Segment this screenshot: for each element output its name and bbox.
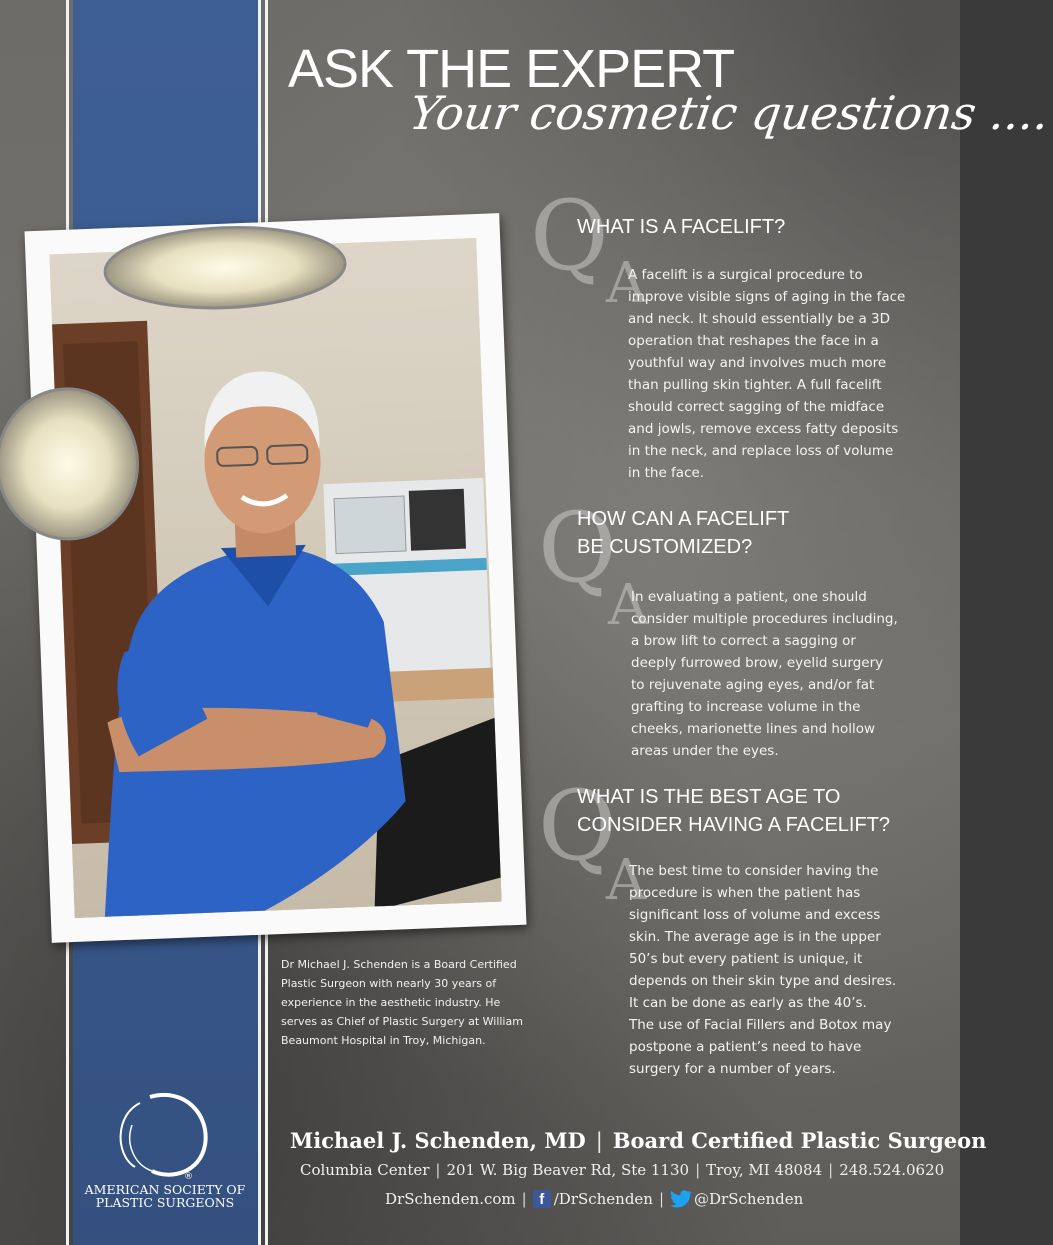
- caption-line: Dr Michael J. Schenden is a Board Certified: [281, 958, 517, 971]
- surgeon-illustration: [49, 238, 501, 918]
- facebook-icon[interactable]: f: [533, 1190, 551, 1208]
- a-letter: A: [606, 848, 647, 913]
- answer-1: [628, 264, 928, 484]
- answer-line: should correct sagging of the midface: [628, 399, 885, 415]
- caption-line: Plastic Surgeon with nearly 30 years of: [281, 977, 497, 990]
- surgeon-photo: [49, 238, 501, 918]
- answer-line: consider multiple procedures including,: [631, 611, 898, 627]
- answer-line: surgery for a number of years.: [629, 1061, 836, 1077]
- q-letter: Q: [530, 180, 609, 292]
- address-building: Columbia Center: [300, 1161, 430, 1179]
- answer-line: deeply furrowed brow, eyelid surgery: [631, 655, 884, 671]
- answer-line: postpone a patient’s need to have: [629, 1039, 862, 1055]
- question-line: CONSIDER HAVING A FACELIFT?: [577, 814, 891, 836]
- answer-line: It can be done as early as the 40’s.: [629, 995, 867, 1011]
- caption-line: serves as Chief of Plastic Surgery at William: [281, 1015, 523, 1028]
- question-line: BE CUSTOMIZED?: [577, 536, 753, 558]
- caption-line: Beaumont Hospital in Troy, Michigan.: [281, 1034, 486, 1047]
- answer-2: [631, 586, 931, 762]
- answer-line: skin. The average age is in the upper: [629, 929, 881, 945]
- answer-line: procedure is when the patient has: [629, 885, 861, 901]
- facebook-link[interactable]: /DrSchenden: [553, 1190, 653, 1208]
- answer-line: a brow lift to correct a sagging or: [631, 633, 856, 649]
- asps-wordmark: [80, 1183, 250, 1209]
- photo-frame: [25, 213, 527, 943]
- a-letter: A: [608, 573, 649, 638]
- footer-social: DrSchenden.com | f /DrSchenden | @DrSchenden: [385, 1190, 804, 1208]
- answer-3: [629, 860, 929, 1080]
- answer-line: to rejuvenate aging eyes, and/or fat: [631, 677, 875, 693]
- answer-line: A facelift is a surgical procedure to: [628, 267, 863, 283]
- asps-line: AMERICAN SOCIETY OF: [84, 1182, 246, 1197]
- phone-number[interactable]: 248.524.0620: [839, 1161, 945, 1179]
- answer-line: operation that reshapes the face in a: [628, 333, 879, 349]
- answer-line: and jowls, remove excess fatty deposits: [628, 421, 899, 437]
- answer-line: 50’s but every patient is unique, it: [629, 951, 863, 967]
- answer-line: grafting to increase volume in the: [631, 699, 861, 715]
- a-letter: A: [606, 251, 647, 316]
- footer-address: Columbia Center | 201 W. Big Beaver Rd, Ste 1130 | Troy, MI 48084 | 248.524.0620: [300, 1161, 945, 1179]
- answer-line: areas under the eyes.: [631, 743, 779, 759]
- answer-line: In evaluating a patient, one should: [631, 589, 867, 605]
- page-title: ASK THE EXPERT: [288, 39, 735, 99]
- asps-line: PLASTIC SURGEONS: [95, 1195, 235, 1210]
- address-street: 201 W. Big Beaver Rd, Ste 1130: [446, 1161, 690, 1179]
- question-1: WHAT IS A FACELIFT?: [577, 216, 786, 238]
- question-3: [577, 783, 890, 839]
- credential: Board Certified Plastic Surgeon: [612, 1128, 987, 1153]
- caption-line: experience in the aesthetic industry. He: [281, 996, 501, 1009]
- twitter-icon[interactable]: [670, 1190, 692, 1208]
- footer-name: [290, 1128, 987, 1153]
- answer-line: The use of Facial Fillers and Botox may: [629, 1017, 892, 1033]
- registered-mark: ®: [184, 1172, 193, 1182]
- answer-line: and neck. It should essentially be a 3D: [628, 311, 891, 327]
- q-letter: Q: [538, 492, 617, 604]
- answer-line: significant loss of volume and excess: [629, 907, 881, 923]
- question-line: HOW CAN A FACELIFT: [577, 508, 790, 530]
- answer-line: depends on their skin type and desires.: [629, 973, 897, 989]
- answer-line: cheeks, marionette lines and hollow: [631, 721, 876, 737]
- photo-caption: [281, 955, 526, 1050]
- website-link[interactable]: DrSchenden.com: [385, 1190, 516, 1208]
- answer-line: The best time to consider having the: [629, 863, 879, 879]
- doctor-name: Michael J. Schenden, MD: [290, 1128, 586, 1153]
- page-subtitle: Your cosmetic questions ....: [406, 86, 1053, 140]
- answer-line: in the neck, and replace loss of volume: [628, 443, 894, 459]
- q-letter: Q: [538, 770, 617, 882]
- answer-line: youthful way and involves much more: [628, 355, 887, 371]
- separator: |: [595, 1129, 603, 1153]
- question-2: [577, 505, 789, 561]
- twitter-link[interactable]: @DrSchenden: [694, 1190, 804, 1208]
- answer-line: improve visible signs of aging in the face: [628, 289, 906, 305]
- question-line: WHAT IS THE BEST AGE TO: [577, 786, 841, 808]
- answer-line: than pulling skin tighter. A full facelift: [628, 377, 882, 393]
- answer-line: in the face.: [628, 465, 705, 481]
- address-city: Troy, MI 48084: [706, 1161, 823, 1179]
